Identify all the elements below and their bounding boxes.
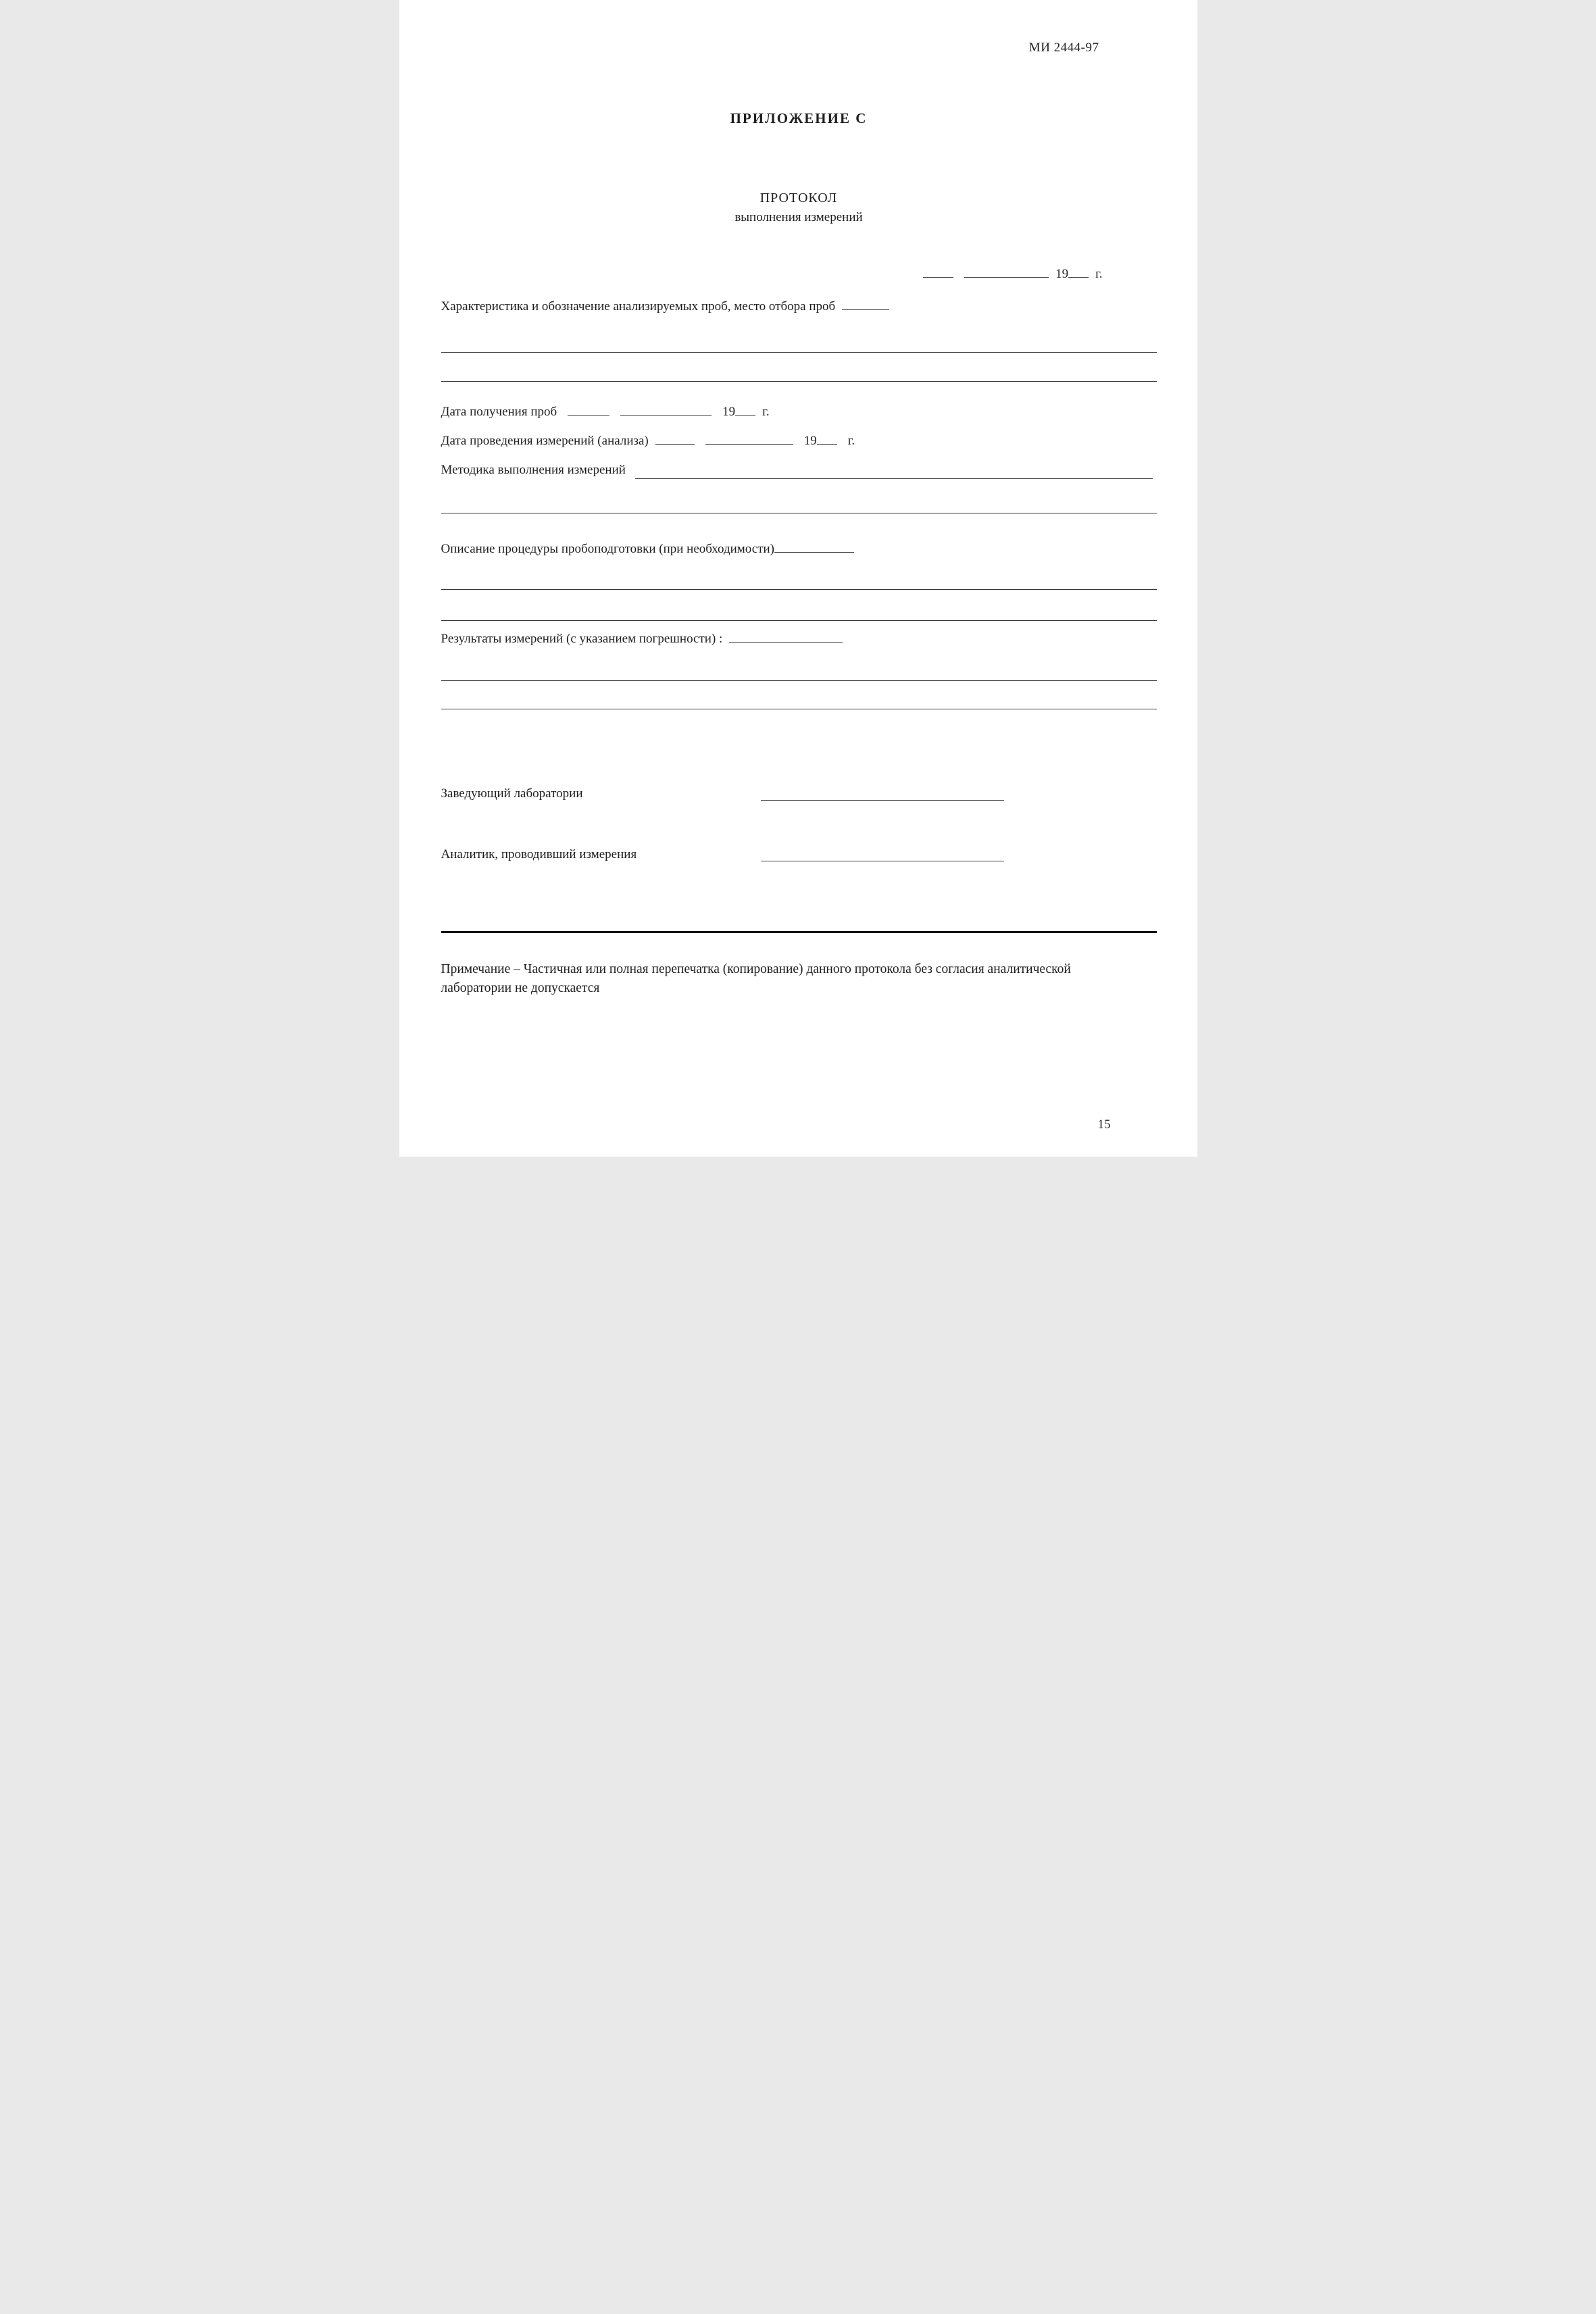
year-suffix: г. bbox=[762, 405, 770, 419]
lab-head-signature-row bbox=[441, 785, 1157, 803]
preparation-row bbox=[441, 540, 1157, 558]
samples-field-row bbox=[441, 298, 1157, 316]
results-row bbox=[441, 630, 1157, 648]
preparation-label: Описание процедуры пробоподготовки (при необходимости) bbox=[441, 542, 774, 556]
analyst-label: Аналитик, проводивший измерения bbox=[441, 847, 637, 861]
protocol-subtitle: выполнения измерений bbox=[734, 210, 863, 224]
preparation-blank-line-1 bbox=[441, 589, 1157, 590]
appendix-title: ПРИЛОЖЕНИЕ С bbox=[730, 110, 868, 126]
date-analysis-row bbox=[441, 432, 1157, 450]
footer-separator-rule bbox=[441, 931, 1157, 933]
analyst-signature-row bbox=[441, 846, 1157, 863]
document-page bbox=[399, 0, 1197, 1157]
blank-year-field bbox=[1068, 267, 1089, 278]
year-prefix: 19 bbox=[803, 434, 817, 448]
blank-month-field bbox=[964, 267, 1049, 278]
samples-blank-line-1 bbox=[441, 352, 1157, 353]
blank-year-field bbox=[817, 434, 837, 445]
blank-month-field bbox=[620, 405, 712, 416]
blank-year-field bbox=[735, 405, 755, 416]
blank-day-field bbox=[568, 405, 609, 416]
samples-blank-field bbox=[842, 299, 889, 310]
year-prefix: 19 bbox=[722, 405, 736, 419]
page-number: 15 bbox=[1097, 1117, 1111, 1132]
method-blank-field bbox=[635, 468, 1153, 479]
method-label: Методика выполнения измерений bbox=[441, 463, 626, 477]
year-prefix: 19 bbox=[1055, 267, 1069, 281]
blank-month-field bbox=[705, 434, 793, 445]
date-received-label: Дата получения проб bbox=[441, 405, 557, 419]
blank-day-field bbox=[655, 434, 695, 445]
doc-reference: МИ 2444-97 bbox=[1028, 41, 1099, 55]
year-suffix: г. bbox=[847, 434, 855, 448]
results-label: Результаты измерений (с указанием погрешности) : bbox=[441, 632, 723, 646]
note-text: Примечание – Частичная или полная перепечатка (копирование) данного протокола без согласия аналитической лаборатории не допускается bbox=[441, 962, 1071, 995]
year-suffix: г. bbox=[1095, 267, 1103, 281]
protocol-title: ПРОТОКОЛ bbox=[759, 191, 838, 205]
samples-label: Характеристика и обозначение анализируемых проб, место отбора проб bbox=[441, 299, 836, 313]
date-line bbox=[441, 266, 1157, 283]
lab-head-label: Заведующий лаборатории bbox=[441, 786, 583, 801]
date-received-row bbox=[441, 403, 1157, 421]
method-row bbox=[441, 461, 1157, 479]
results-blank-field bbox=[729, 632, 843, 643]
date-analysis-label: Дата проведения измерений (анализа) bbox=[441, 434, 649, 448]
preparation-blank-field bbox=[774, 542, 854, 553]
samples-blank-line-2 bbox=[441, 381, 1157, 382]
preparation-blank-line-2 bbox=[441, 620, 1157, 621]
blank-day-field bbox=[923, 267, 953, 278]
lab-head-signature-field bbox=[761, 800, 1004, 801]
results-blank-line-1 bbox=[441, 680, 1157, 681]
